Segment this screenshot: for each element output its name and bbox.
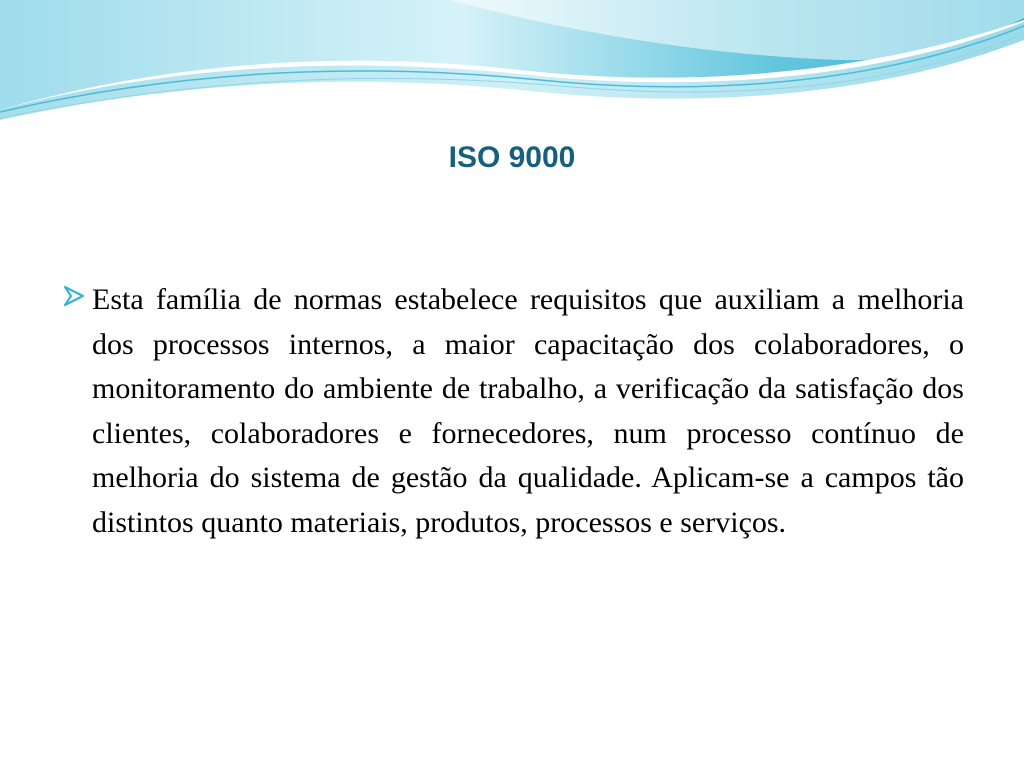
arrowhead-bullet-icon [62, 284, 86, 308]
header-wave-decoration [0, 0, 1024, 125]
bullet-text: Esta família de normas estabelece requisitos que auxiliam a melhoria dos processos internos, a maior capacitação dos colaboradores, o monitoramento do ambiente de trabalho, a verificação da satisfação dos clientes, colaboradores e fornecedores, num processo contínuo de melhoria do sistema de gestão da qualidade. Aplicam-se a campos tão distintos quanto materiais, produtos, processos e serviços. [92, 283, 964, 539]
bullet-item [62, 278, 964, 545]
slide-title: ISO 9000 [448, 141, 576, 174]
